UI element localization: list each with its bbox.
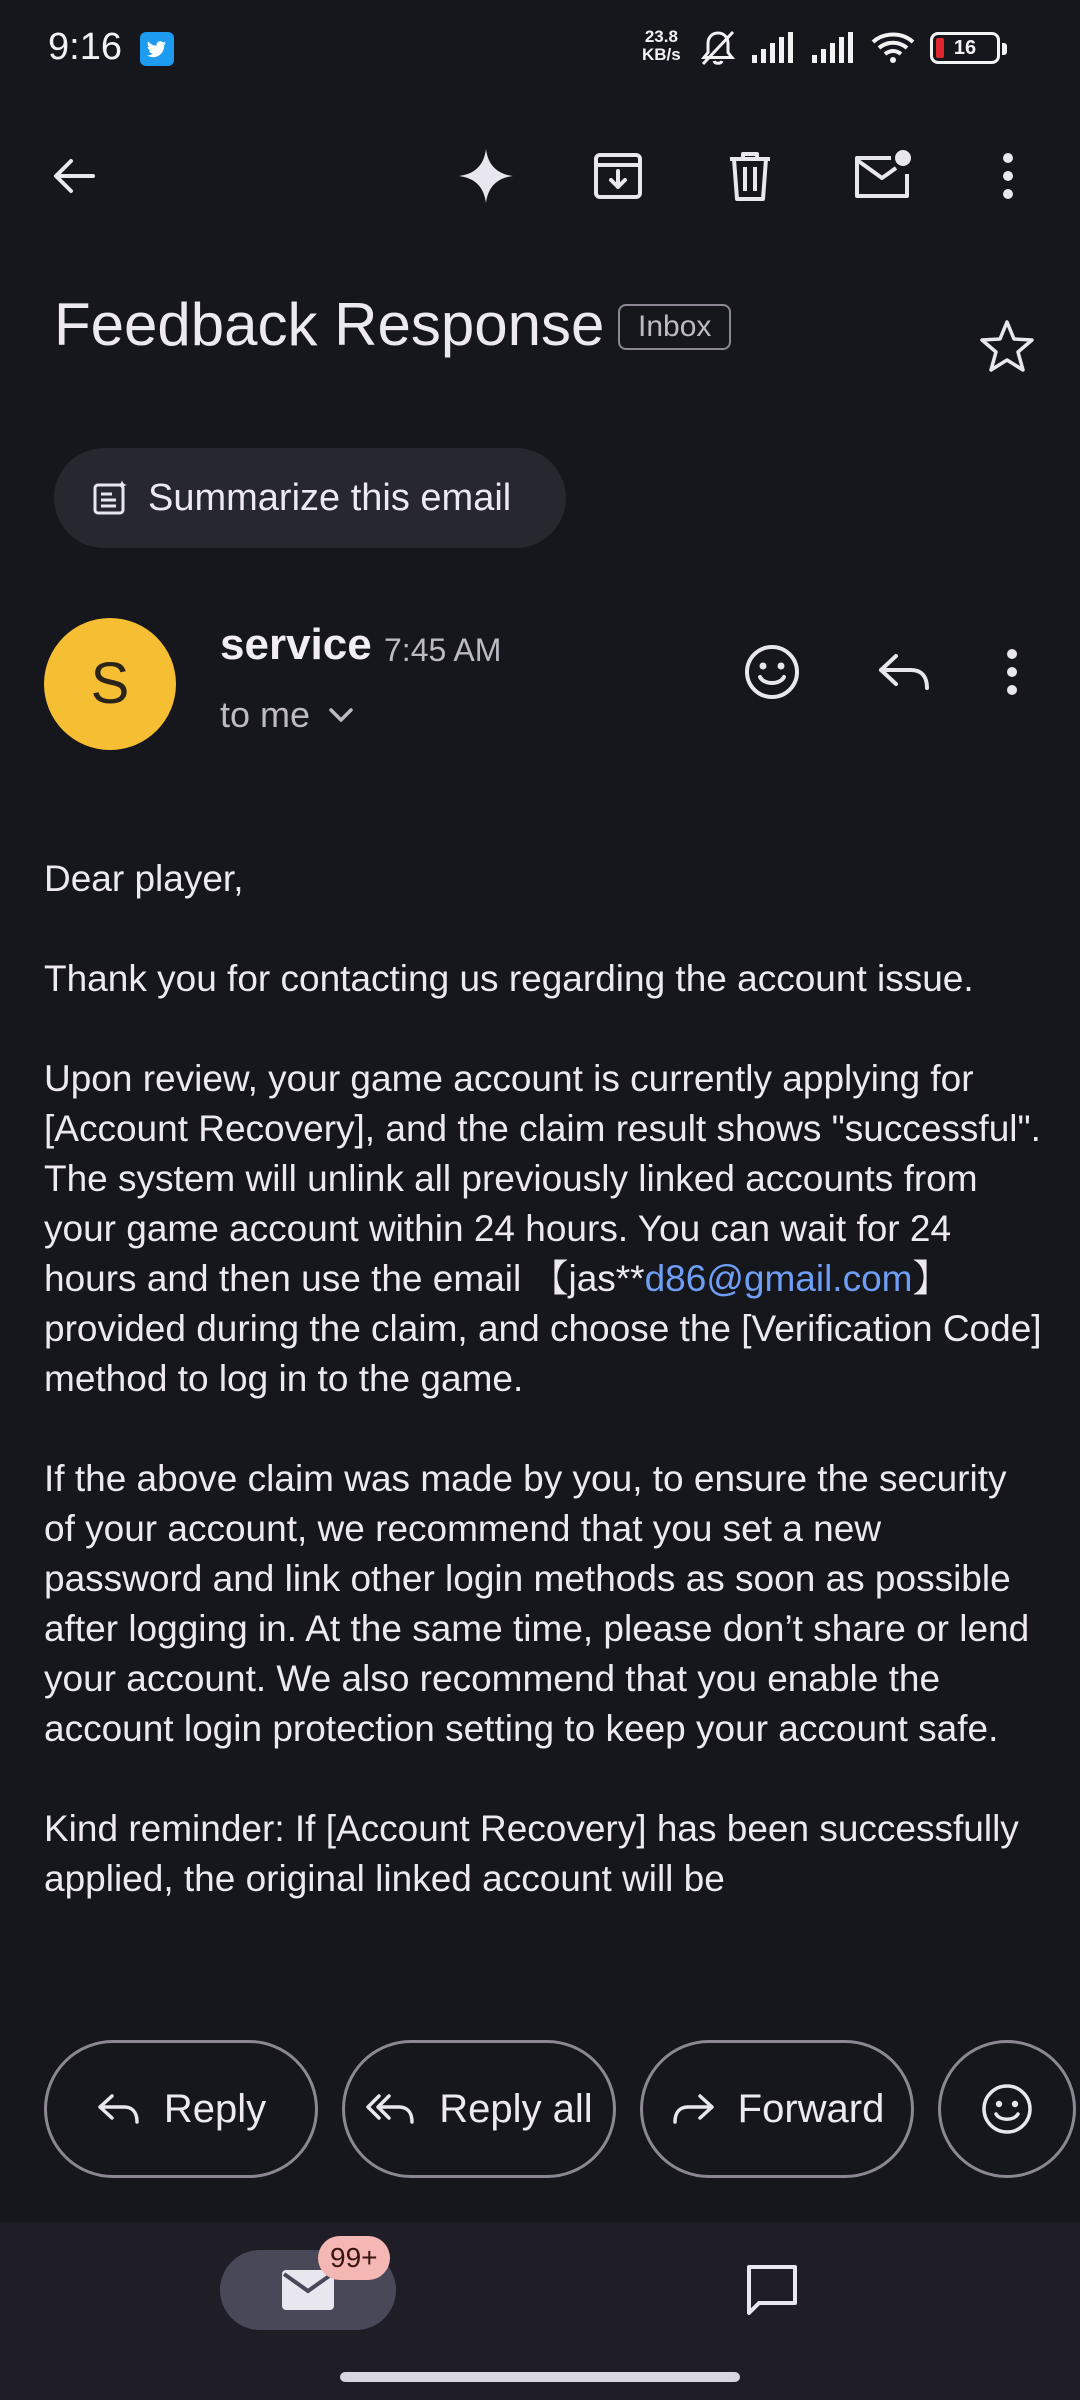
- body-greeting: Dear player,: [44, 858, 244, 899]
- signal-icon: [750, 31, 796, 65]
- forward-icon: [670, 2091, 716, 2127]
- body-paragraph: [44, 1054, 1044, 1404]
- email-link[interactable]: d86@gmail.com: [644, 1258, 913, 1299]
- body-text: 】 provided during the claim, and choose the [Verification Code] method to log in to the game.: [44, 1258, 1042, 1399]
- wifi-icon: [870, 31, 916, 65]
- more-options-button[interactable]: [972, 140, 1044, 212]
- battery-level: 16: [953, 37, 977, 59]
- sender-avatar[interactable]: S: [44, 618, 176, 750]
- body-paragraph: Kind reminder: If [Account Recovery] has been successfully applied, the original linked account will be: [44, 1808, 1019, 1899]
- summarize-label: Summarize this email: [148, 476, 512, 519]
- chevron-down-icon: [328, 707, 354, 723]
- more-vert-icon: [1000, 151, 1016, 201]
- sent-time: 7:45 AM: [384, 632, 502, 668]
- reply-button[interactable]: [866, 634, 942, 710]
- home-indicator[interactable]: [340, 2372, 740, 2382]
- emoji-reaction-button[interactable]: [938, 2040, 1076, 2178]
- archive-icon: [591, 149, 645, 203]
- body-text: Upon review, your game account is currently applying for [Account Recovery], and the claim result shows "successful". The system will unlink all previously linked accounts from your game account within 24 hours. You can wait for 24 hours and then use the email 【jas**: [44, 1058, 1041, 1299]
- battery-tip: [1002, 43, 1007, 55]
- summarize-icon: [92, 479, 130, 517]
- status-bar: [0, 0, 1080, 96]
- back-button[interactable]: [38, 140, 110, 212]
- recipient-label: to me: [220, 694, 311, 735]
- reply-action-button[interactable]: [44, 2040, 318, 2178]
- message-more-button[interactable]: [982, 634, 1042, 710]
- nav-chat-tab[interactable]: [732, 2250, 812, 2330]
- battery-icon: [930, 32, 1000, 64]
- body-paragraph: Thank you for contacting us regarding the account issue.: [44, 958, 974, 999]
- star-icon: [978, 318, 1036, 376]
- email-body: [44, 854, 1044, 1996]
- net-speed-unit: KB/s: [642, 45, 681, 64]
- signal-icon: [810, 31, 856, 65]
- react-emoji-button[interactable]: [734, 634, 810, 710]
- mark-unread-button[interactable]: [846, 140, 918, 212]
- network-speed: [642, 28, 681, 64]
- gemini-button[interactable]: [450, 140, 522, 212]
- summarize-email-button[interactable]: [54, 448, 566, 548]
- inbox-label-chip[interactable]: Inbox: [618, 304, 731, 350]
- twitter-icon: [140, 32, 174, 66]
- bell-muted-icon: [700, 29, 736, 67]
- chat-icon: [744, 2262, 800, 2318]
- reply-label: Reply: [163, 2086, 267, 2131]
- status-time: 9:16: [48, 26, 122, 68]
- unread-count-badge: 99+: [318, 2236, 390, 2280]
- delete-button[interactable]: [714, 140, 786, 212]
- archive-button[interactable]: [582, 140, 654, 212]
- delete-icon: [725, 149, 775, 203]
- more-vert-icon: [1004, 647, 1020, 697]
- reply-icon: [96, 2091, 142, 2127]
- body-paragraph: If the above claim was made by you, to ensure the security of your account, we recommend that you set a new password and link other login methods as soon as possible after logging in. At the same time, please don’t share or lend your account. We also recommend that you enable the account login protection setting to keep your account safe.: [44, 1458, 1030, 1749]
- emoji-icon: [743, 643, 801, 701]
- gemini-sparkle-icon: [457, 147, 515, 205]
- forward-label: Forward: [737, 2086, 885, 2131]
- reply-all-icon: [365, 2091, 417, 2127]
- back-arrow-icon: [49, 151, 99, 201]
- sender-name: service: [220, 620, 372, 669]
- recipient-details-toggle[interactable]: [220, 694, 354, 736]
- status-icons: [700, 28, 1000, 68]
- emoji-icon: [980, 2082, 1034, 2136]
- mark-unread-icon: [851, 148, 913, 204]
- forward-action-button[interactable]: [640, 2040, 914, 2178]
- net-speed-value: 23.8: [644, 27, 678, 46]
- email-subject: Feedback Response: [54, 291, 605, 358]
- reply-all-label: Reply all: [439, 2086, 593, 2131]
- reply-icon: [876, 650, 932, 694]
- star-button[interactable]: [978, 318, 1050, 390]
- reply-all-action-button[interactable]: [342, 2040, 616, 2178]
